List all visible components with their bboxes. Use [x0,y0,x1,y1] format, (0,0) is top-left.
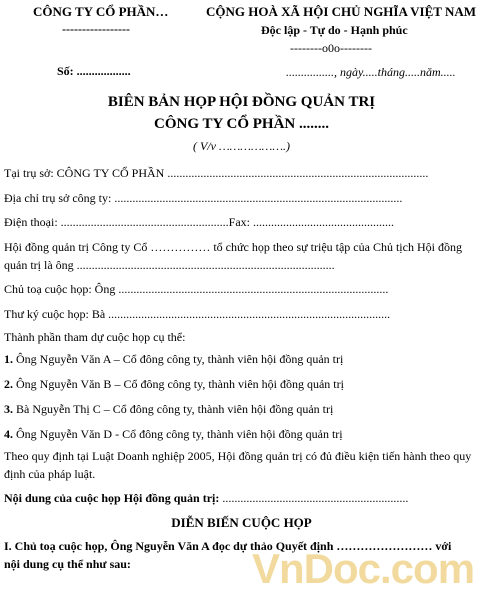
list-item-number: 1. [4,352,13,366]
section-i-line2: nội dung cụ thể như sau: [4,557,131,571]
board-intro-line2: quản trị là ông ...................................................................................... [4,258,335,272]
list-item-number: 3. [4,402,13,416]
attendees-intro: Thành phần tham dự cuộc họp cụ thể: [4,330,186,344]
head-office-line: Tại trụ sở: CÔNG TY CỔ PHẦN ....................................................................................... [4,166,429,180]
motto-dashes: --------o0o-------- [290,41,372,55]
document-subtitle: CÔNG TY CỔ PHẦN ........ [153,116,329,132]
number-value: .................. [73,64,131,78]
content-line [4,491,408,506]
document-number [57,64,131,79]
company-dashes: ----------------- [62,22,130,36]
list-item-text: Ông Nguyễn Văn B – Cổ đông công ty, thành viên hội đồng quản trị [13,377,344,391]
law-line2: định của pháp luật. [4,467,96,481]
list-item [4,352,343,367]
list-item-text: Bà Nguyễn Thị C – Cổ đông công ty, thành viên hội đồng quản trị [13,402,334,416]
law-line1: Theo quy định tại Luật Doanh nghiệp 2005, Hội đồng quản trị có đủ điều kiện tiến hành theo quy [4,449,472,463]
date-line: ................, ngày.....tháng.....năm..... [286,65,456,79]
list-item [4,377,344,392]
vndoc-watermark-logo: VnDoc.com [252,545,475,592]
list-item-text: Ông Nguyễn Văn A – Cổ đông công ty, thành viên hội đồng quản trị [13,352,344,366]
section-title: DIỄN BIẾN CUỘC HỌP [171,515,312,530]
list-item [4,402,333,417]
number-label: Số: [57,64,74,78]
secretary-line: Thư ký cuộc họp: Bà .............................................................................................. [4,307,391,321]
list-item-number: 2. [4,377,13,391]
phone-fax-line: Điện thoại: ........................................................Fax: ............................................... [4,215,394,229]
board-intro-line1: Hội đồng quản trị Công ty Cổ …………… tổ chức họp theo sự triệu tập của Chủ tịch Hội đồng [4,240,462,254]
list-item [4,427,343,442]
company-name: CÔNG TY CỔ PHẦN… [33,4,169,19]
content-label: Nội dung của cuộc họp Hội đồng quản trị: [4,491,220,505]
document-title: BIÊN BẢN HỌP HỘI ĐỒNG QUẢN TRỊ [107,94,376,110]
country-name: CỘNG HOÀ XÃ HỘI CHỦ NGHĨA VIỆT NAM [206,4,477,19]
content-dots: .............................................................. [219,491,409,505]
list-item-text: Ông Nguyễn Văn D - Cổ đông công ty, thành viên hội đồng quản trị [13,427,343,441]
address-line: Địa chỉ trụ sở công ty: ................................................................................................ [4,191,403,205]
chair-line: Chủ toạ cuộc họp: Ông .......................................................................................... [4,282,389,296]
national-motto: Độc lập - Tự do - Hạnh phúc [261,23,408,37]
document-subject: ( V/v ……………….) [192,139,290,153]
list-item-number: 4. [4,427,13,441]
section-i-line1: I. Chủ toạ cuộc họp, Ông Nguyễn Văn A đọc dự thảo Quyết định …………………… với [4,539,452,553]
